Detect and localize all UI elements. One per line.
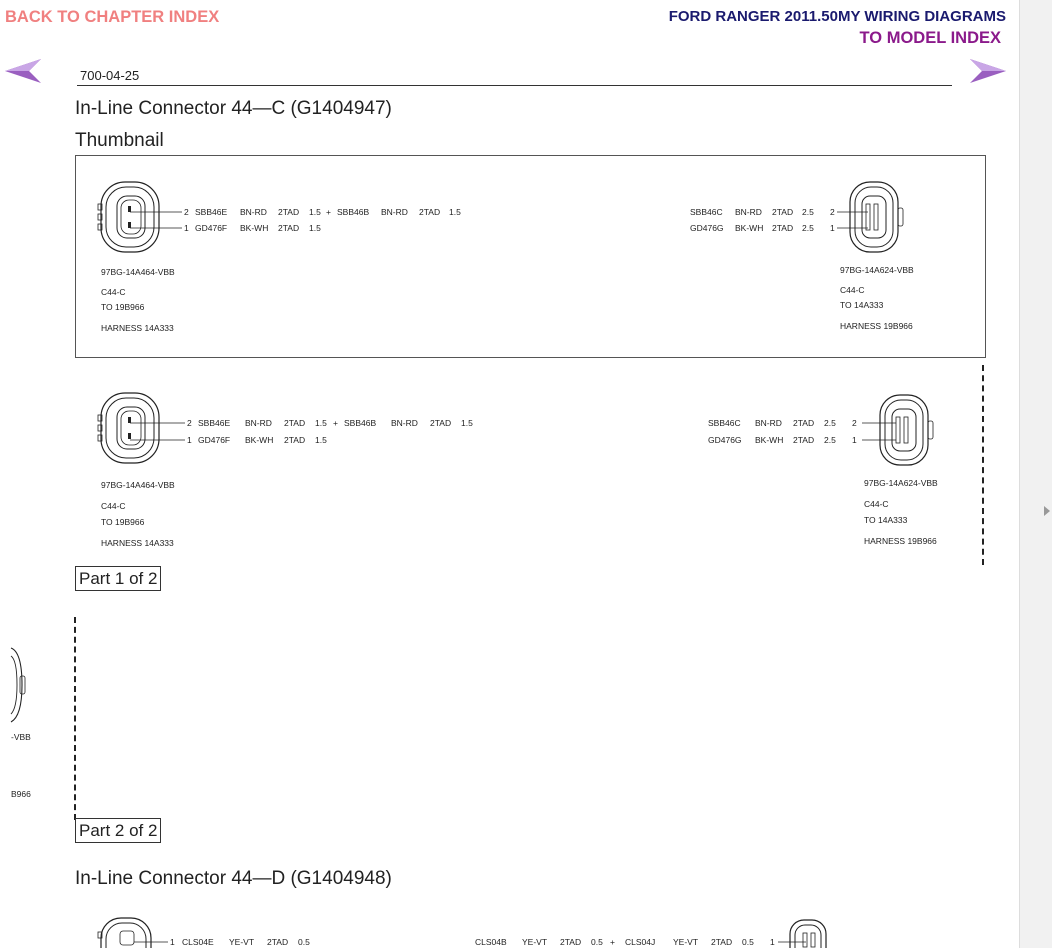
circuit-id: SBB46C xyxy=(690,207,723,217)
circuit-id: GD476G xyxy=(708,435,742,445)
part1-frame-edge xyxy=(982,365,984,565)
connector-id: C44-C xyxy=(840,285,865,295)
page-id: 700-04-25 xyxy=(80,68,140,83)
splice-plus: + xyxy=(610,937,615,947)
pin-number: 1 xyxy=(187,435,192,445)
wire-gauge: 1.5 xyxy=(449,207,461,217)
part2-frame-edge xyxy=(74,617,76,820)
wire-gauge: 0.5 xyxy=(298,937,310,947)
wire-type: 2TAD xyxy=(560,937,582,947)
circuit-id: SBB46C xyxy=(708,418,741,428)
part-number: 97BG-14A464-VBB xyxy=(101,480,175,490)
wire-color: BN-RD xyxy=(391,418,418,428)
document-title: FORD RANGER 2011.50MY WIRING DIAGRAMS xyxy=(668,8,1006,25)
pin-number: 1 xyxy=(830,223,835,233)
pin-number: 1 xyxy=(170,937,175,947)
wire-type: 2TAD xyxy=(430,418,452,428)
pin-number: 2 xyxy=(852,418,857,428)
connector-id: C44-C xyxy=(864,499,889,509)
wire-gauge: 1.5 xyxy=(309,223,321,233)
circuit-id: CLS04B xyxy=(475,937,507,947)
wire-color: BK-WH xyxy=(755,435,784,445)
circuit-id: SBB46B xyxy=(337,207,370,217)
wire-gauge: 2.5 xyxy=(802,207,814,217)
connects-to: TO 14A333 xyxy=(840,300,884,310)
circuit-id: CLS04E xyxy=(182,937,214,947)
wire-gauge: 1.5 xyxy=(309,207,321,217)
scroll-right-arrow-icon[interactable] xyxy=(1044,506,1050,516)
back-to-chapter-index-link[interactable]: BACK TO CHAPTER INDEX xyxy=(5,8,220,26)
wire-gauge: 0.5 xyxy=(742,937,754,947)
pin-number: 1 xyxy=(852,435,857,445)
circuit-id: GD476F xyxy=(198,435,231,445)
wire-type: 2TAD xyxy=(772,207,794,217)
wire-color: BK-WH xyxy=(735,223,764,233)
connects-to: TO 19B966 xyxy=(101,302,145,312)
pin-number: 2 xyxy=(187,418,192,428)
wire-gauge: 1.5 xyxy=(461,418,473,428)
pin-number: 2 xyxy=(184,207,189,217)
harness: HARNESS 19B966 xyxy=(864,536,937,546)
splice-plus: + xyxy=(333,418,338,428)
wire-type: 2TAD xyxy=(284,435,306,445)
part-number: 97BG-14A624-VBB xyxy=(864,478,938,488)
harness: HARNESS 14A333 xyxy=(101,323,174,333)
wire-type: 2TAD xyxy=(419,207,441,217)
wire-gauge: 2.5 xyxy=(824,418,836,428)
part-1-label: Part 1 of 2 xyxy=(75,566,161,591)
part-number-fragment: -VBB xyxy=(11,732,31,742)
wire-color: BN-RD xyxy=(755,418,782,428)
circuit-id: SBB46E xyxy=(195,207,228,217)
pin-number: 1 xyxy=(770,937,775,947)
wire-gauge: 1.5 xyxy=(315,418,327,428)
connects-to: TO 14A333 xyxy=(864,515,908,525)
part-2-label: Part 2 of 2 xyxy=(75,818,161,843)
wire-color: YE-VT xyxy=(522,937,548,947)
to-model-index-link[interactable]: TO MODEL INDEX xyxy=(859,29,1001,47)
splice-plus: + xyxy=(326,207,331,217)
circuit-id: SBB46E xyxy=(198,418,231,428)
connector-id: C44-C xyxy=(101,501,126,511)
connects-to: TO 19B966 xyxy=(101,517,145,527)
harness: HARNESS 14A333 xyxy=(101,538,174,548)
circuit-id: SBB46B xyxy=(344,418,377,428)
wire-type: 2TAD xyxy=(793,435,815,445)
pin-number: 1 xyxy=(184,223,189,233)
wire-type: 2TAD xyxy=(793,418,815,428)
wire-type: 2TAD xyxy=(278,223,300,233)
wire-type: 2TAD xyxy=(278,207,300,217)
wire-color: BN-RD xyxy=(245,418,272,428)
vertical-scrollbar[interactable] xyxy=(1019,0,1052,948)
harness-fragment: B966 xyxy=(11,789,31,799)
part-number: 97BG-14A464-VBB xyxy=(101,267,175,277)
wire-type: 2TAD xyxy=(711,937,733,947)
wire-color: YE-VT xyxy=(673,937,699,947)
wire-gauge: 2.5 xyxy=(802,223,814,233)
pin-number: 2 xyxy=(830,207,835,217)
wire-gauge: 0.5 xyxy=(591,937,603,947)
wire-type: 2TAD xyxy=(284,418,306,428)
wire-type: 2TAD xyxy=(267,937,289,947)
part-number: 97BG-14A624-VBB xyxy=(840,265,914,275)
wire-color: BN-RD xyxy=(735,207,762,217)
wire-color: YE-VT xyxy=(229,937,255,947)
section-title: In-Line Connector 44—C (G1404947) xyxy=(75,98,392,119)
wire-color: BN-RD xyxy=(240,207,267,217)
circuit-id: GD476G xyxy=(690,223,724,233)
wire-type: 2TAD xyxy=(772,223,794,233)
circuit-id: GD476F xyxy=(195,223,228,233)
thumbnail-label: Thumbnail xyxy=(75,130,164,151)
wire-gauge: 2.5 xyxy=(824,435,836,445)
harness: HARNESS 19B966 xyxy=(840,321,913,331)
wire-color: BK-WH xyxy=(245,435,274,445)
wire-color: BK-WH xyxy=(240,223,269,233)
circuit-id: CLS04J xyxy=(625,937,656,947)
connector-id: C44-C xyxy=(101,287,126,297)
wire-gauge: 1.5 xyxy=(315,435,327,445)
section-title: In-Line Connector 44—D (G1404948) xyxy=(75,868,392,889)
wire-color: BN-RD xyxy=(381,207,408,217)
